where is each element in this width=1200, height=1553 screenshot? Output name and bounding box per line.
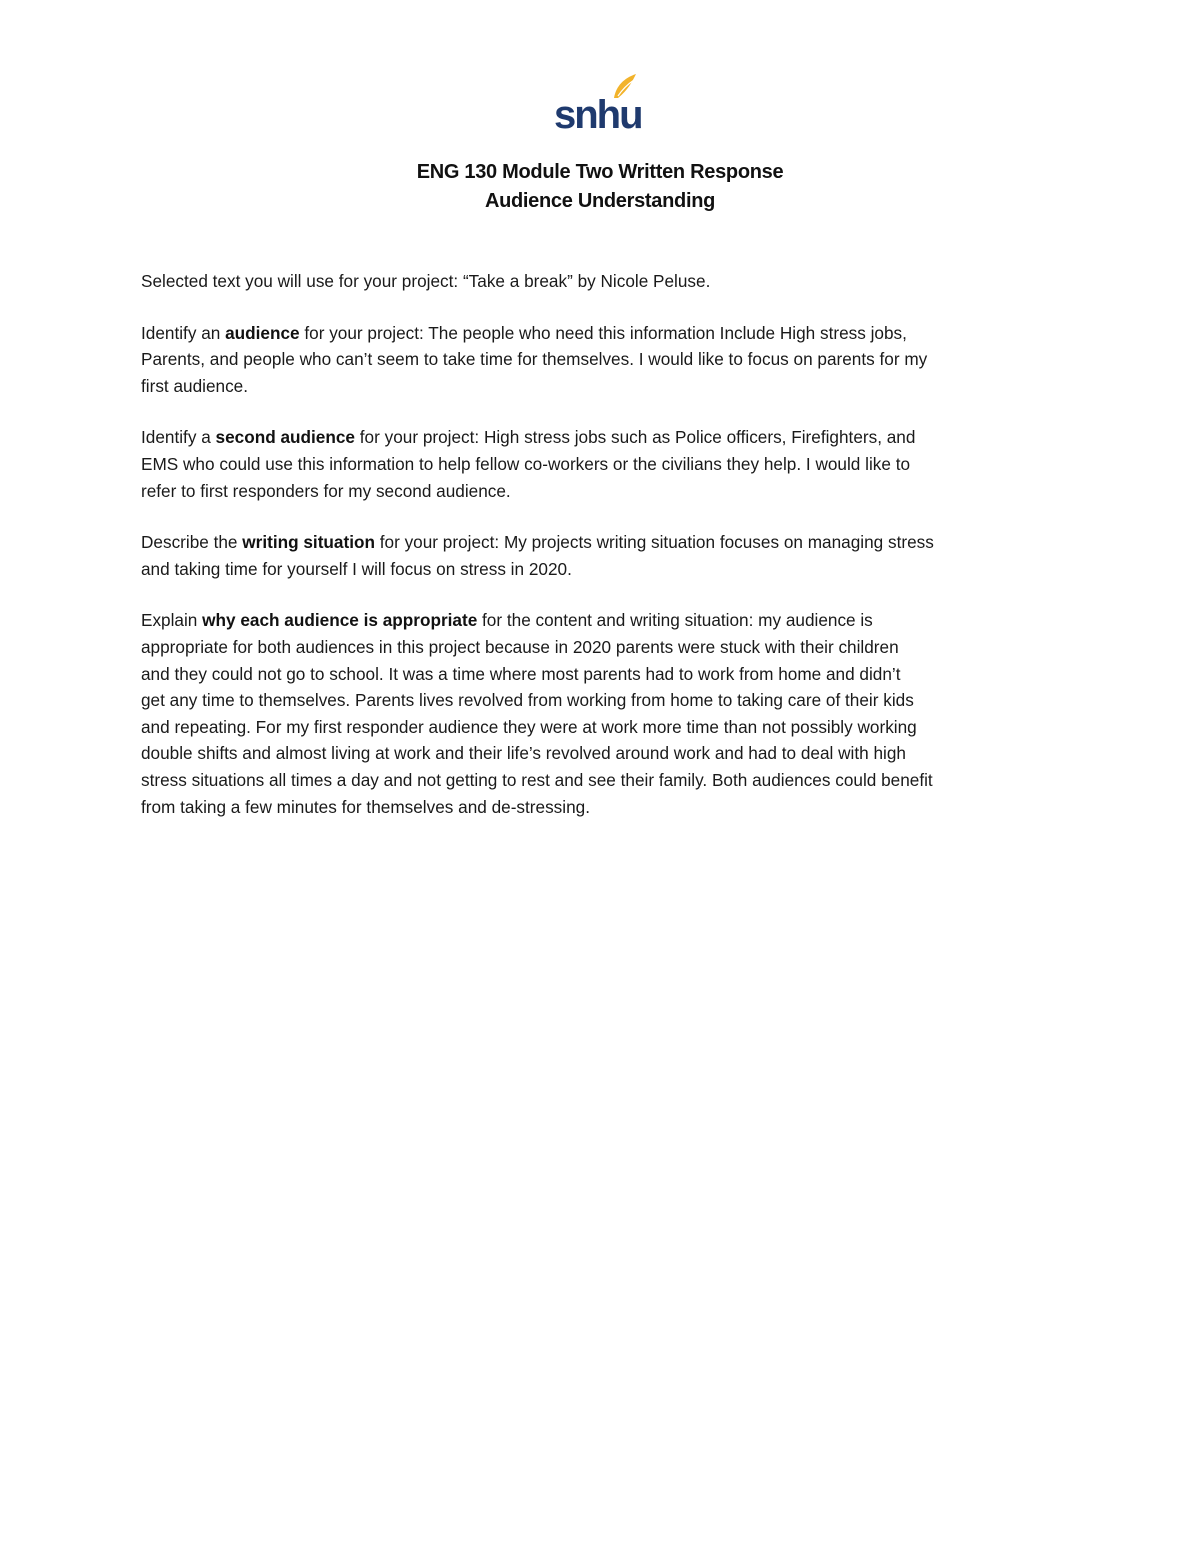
paragraph-line: stress situations all times a day and not getting to rest and see their family. Both audiences could benefit — [141, 769, 933, 790]
paragraph-line: EMS who could use this information to help fellow co-workers or the civilians they help. I would like to — [141, 453, 911, 474]
prompt-keyword: why each audience is appropriate — [202, 610, 478, 631]
snhu-logo — [552, 72, 644, 134]
response-text: for your project: My projects writing situation focuses on managing stress — [374, 532, 934, 553]
paragraph-line: Parents, and people who can’t seem to take time for themselves. I would like to focus on parents for my — [141, 349, 928, 370]
prompt-prefix: Identify a — [141, 427, 216, 448]
prompt-prefix: Explain — [141, 610, 203, 631]
response-text: for your project: High stress jobs such as Police officers, Firefighters, and — [355, 427, 916, 448]
paragraph-line: refer to first responders for my second audience. — [141, 480, 511, 501]
paragraph-line: Selected text you will use for your project: “Take a break” by Nicole Peluse. — [141, 271, 711, 291]
audience-paragraph — [141, 320, 1061, 400]
paragraph-line: double shifts and almost living at work and their life’s revolved around work and had to deal with high — [141, 743, 906, 764]
document-body — [141, 268, 1061, 845]
paragraph-first-line — [141, 424, 1061, 451]
why-appropriate-paragraph — [141, 607, 1061, 820]
selected-text-paragraph — [141, 268, 1061, 295]
title-line-2: Audience Understanding — [484, 190, 716, 212]
prompt-prefix: Describe the — [141, 532, 243, 553]
prompt-keyword: second audience — [215, 427, 355, 448]
document-title — [0, 158, 1200, 216]
second-audience-paragraph — [141, 424, 1061, 504]
snhu-logo-graphic — [552, 72, 644, 134]
prompt-keyword: audience — [225, 322, 300, 343]
paragraph-first-line — [141, 529, 1061, 556]
title-line-1: ENG 130 Module Two Written Response — [416, 161, 784, 183]
paragraph-line: and they could not go to school. It was a time where most parents had to work from home and didn’t — [141, 663, 901, 684]
paragraph-line: get any time to themselves. Parents lives revolved from working from home to taking care of their kids — [141, 690, 914, 711]
paragraph-first-line — [141, 320, 1061, 347]
paragraph-line: and taking time for yourself I will focus on stress in 2020. — [141, 558, 572, 579]
paragraph-line: from taking a few minutes for themselves and de-stressing. — [141, 796, 590, 817]
response-text: for your project: The people who need this information Include High stress jobs, — [299, 322, 907, 343]
paragraph-first-line — [141, 607, 1061, 634]
prompt-prefix: Identify an — [141, 322, 226, 343]
prompt-keyword: writing situation — [242, 532, 375, 553]
paragraph-line: and repeating. For my first responder audience they were at work more time than not possibly working — [141, 716, 917, 737]
paragraph-line: appropriate for both audiences in this project because in 2020 parents were stuck with their children — [141, 636, 899, 657]
paragraph-line: first audience. — [141, 375, 249, 396]
writing-situation-paragraph — [141, 529, 1061, 582]
logo-wordmark: snhu — [554, 93, 642, 134]
response-text: for the content and writing situation: my audience is — [477, 610, 873, 631]
